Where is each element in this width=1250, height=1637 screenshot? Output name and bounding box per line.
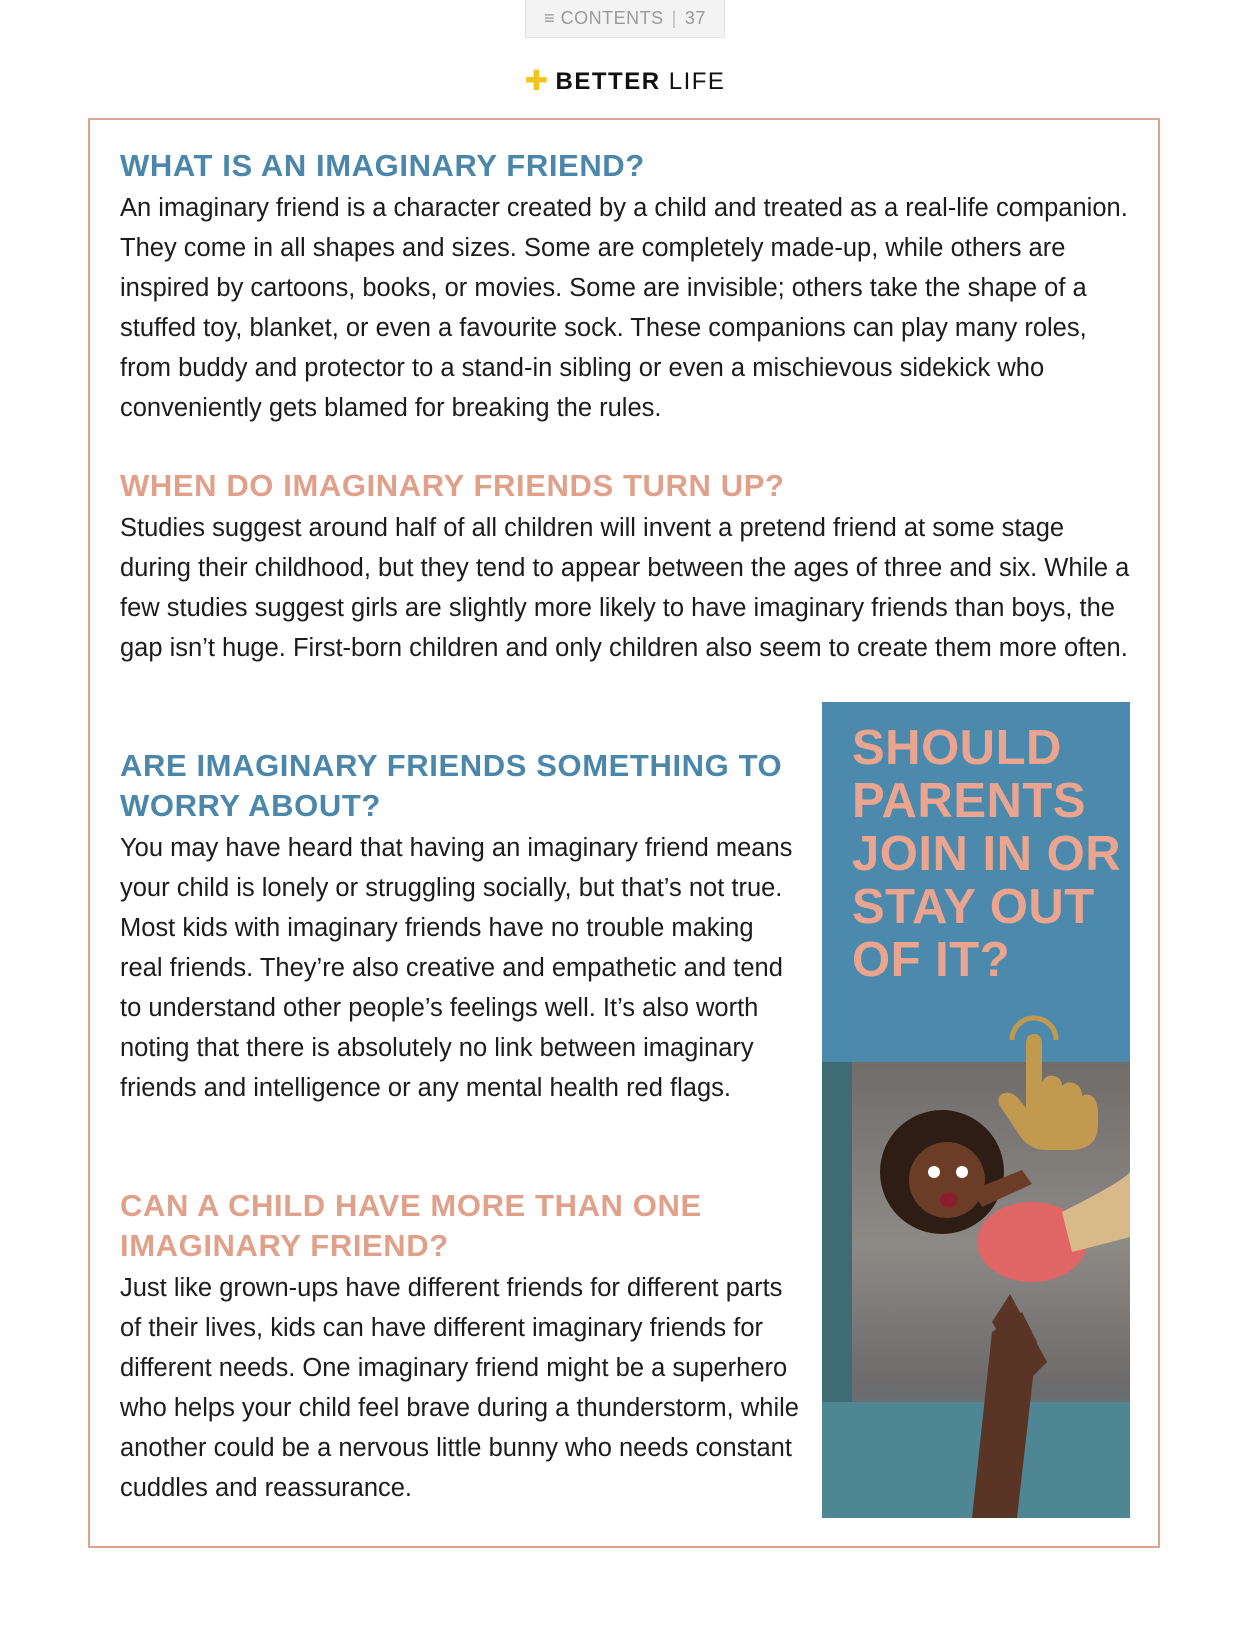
section-when	[120, 466, 1130, 668]
section-heading: CAN A CHILD HAVE MORE THAN ONE IMAGINARY FRIEND?	[120, 1188, 702, 1263]
brand-bold: BETTER	[555, 68, 661, 95]
plus-icon: ✚	[524, 65, 550, 96]
section-more-than-one	[120, 1186, 800, 1508]
page-number: 37	[684, 8, 706, 28]
sidebar-callout[interactable]	[822, 702, 1130, 1518]
section-heading: WHAT IS AN IMAGINARY FRIEND?	[120, 148, 645, 183]
tap-hand-icon	[990, 1004, 1110, 1154]
contents-label: ≡ CONTENTS	[544, 8, 664, 28]
brand-regular: LIFE	[668, 68, 726, 95]
section-body: Just like grown-ups have different friends for different parts of their lives, kids can have different imaginary friends for different needs. One imaginary friend might be a superhero who helps your child feel brave during a thunderstorm, while another could be a nervous little bunny who needs constant cuddles and reassurance.	[120, 1274, 799, 1502]
section-worry	[120, 746, 800, 1108]
section-body: Studies suggest around half of all children will invent a pretend friend at some stage during their childhood, but they tend to appear between the ages of three and six. While a few studies suggest girls are slightly more likely to have imaginary friends than boys, the gap isn’t huge. First-born children and only children also seem to create them more often.	[120, 514, 1130, 662]
section-body: An imaginary friend is a character created by a child and treated as a real-life companion. They come in all shapes and sizes. Some are completely made-up, while others are inspired by cartoons, books, or movies. Some are invisible; others take the shape of a stuffed toy, blanket, or even a favourite sock. These companions can play many roles, from buddy and protector to a stand-in sibling or even a mischievous sidekick who conveniently gets blamed for breaking the rules.	[120, 194, 1128, 422]
section-heading: ARE IMAGINARY FRIENDS SOMETHING TO WORRY ABOUT?	[120, 748, 783, 823]
contents-button[interactable]	[525, 0, 725, 38]
tab-divider: |	[671, 8, 677, 28]
sidebar-question: SHOULD PARENTS JOIN IN OR STAY OUT OF IT?	[852, 721, 1122, 987]
section-what-is	[120, 146, 1130, 428]
section-heading: WHEN DO IMAGINARY FRIENDS TURN UP?	[120, 468, 785, 503]
section-brand	[0, 64, 1250, 97]
section-body: You may have heard that having an imaginary friend means your child is lonely or struggling socially, but that’s not true. Most kids with imaginary friends have no trouble making real friends. They’re also creative and empathetic and tend to understand other people’s feelings well. It’s also worth noting that there is absolutely no link between imaginary friends and intelligence or any mental health red flags.	[120, 834, 793, 1102]
